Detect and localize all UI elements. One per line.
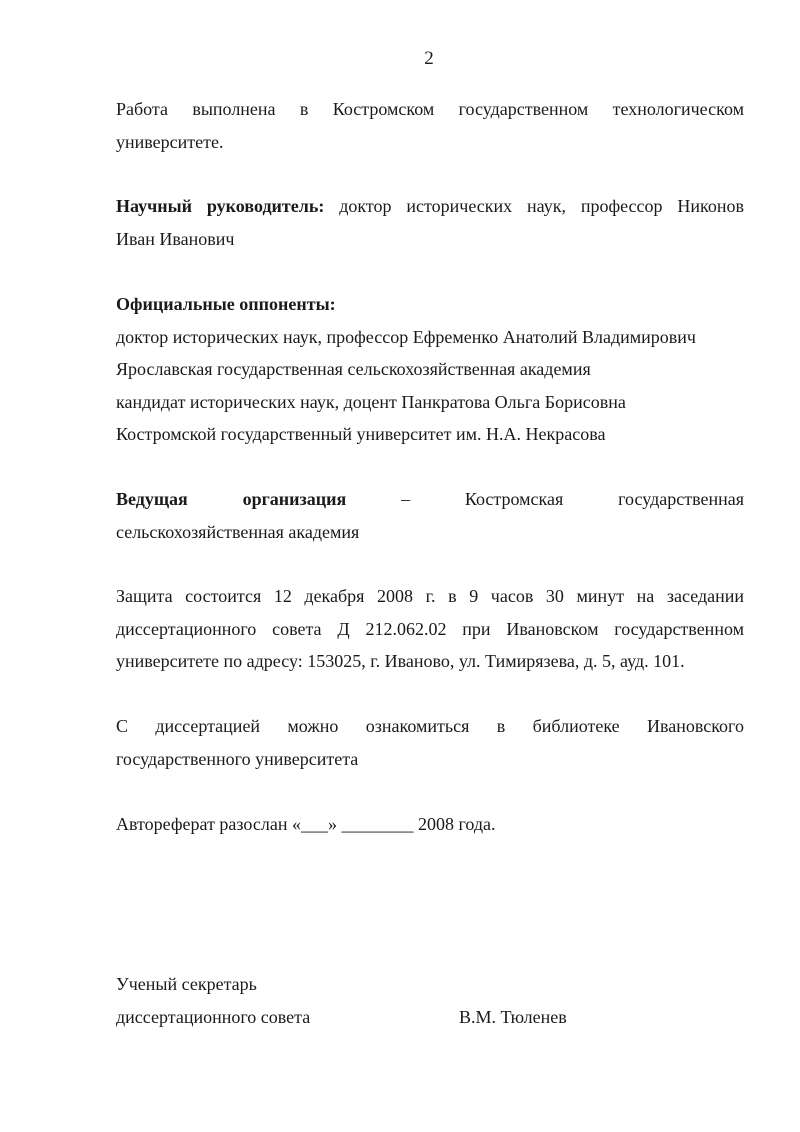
secretary-signature-block xyxy=(116,968,744,1033)
defense-line-3: университете по адресу: 153025, г. Иваново, ул. Тимирязева, д. 5, ауд. 101. xyxy=(116,651,685,671)
secretary-name: В.М. Тюленев xyxy=(459,1006,567,1027)
leading-org-line-2: сельскохозяйственная академия xyxy=(116,521,360,542)
opponent-line: Костромской государственный университет им. Н.А. Некрасова xyxy=(116,424,606,444)
abstract-sent-paragraph xyxy=(116,808,744,841)
defense-line-2: диссертационного совета Д 212.062.02 при Ивановском государственном xyxy=(116,618,744,639)
supervisor-line-1 xyxy=(116,190,744,223)
leading-org-line-1 xyxy=(116,483,744,516)
opponents-label xyxy=(116,288,744,321)
work-done-line-1: Работа выполнена в Костромском государственном технологическом xyxy=(116,99,744,119)
opponent-line: кандидат исторических наук, доцент Панкратова Ольга Борисовна xyxy=(116,391,626,412)
leading-org-dash: – xyxy=(401,489,411,509)
supervisor-line-2: Иван Иванович xyxy=(116,228,235,249)
opponent-line: доктор исторических наук, профессор Ефременко Анатолий Владимирович xyxy=(116,326,696,347)
opponent-line: Ярославская государственная сельскохозяйственная академия xyxy=(116,359,591,379)
supervisor-paragraph xyxy=(116,190,744,255)
secretary-title-line-2 xyxy=(116,1001,744,1034)
supervisor-label: Научный руководитель: xyxy=(116,196,325,216)
opponents-section xyxy=(116,288,744,451)
defense-line-1: Защита состоится 12 декабря 2008 г. в 9 часов 30 минут на заседании xyxy=(116,586,744,606)
secretary-title-text: диссертационного совета xyxy=(116,1006,311,1027)
abstract-sent-line: Автореферат разослан «___» ________ 2008 года. xyxy=(116,814,496,834)
library-paragraph xyxy=(116,710,744,775)
supervisor-title: доктор исторических наук, профессор Никонов xyxy=(339,196,744,216)
leading-organization-paragraph xyxy=(116,483,744,548)
leading-org-name-start: Костромская государственная xyxy=(464,489,745,509)
work-done-line-2: университете. xyxy=(116,131,224,152)
page-number: 2 xyxy=(424,48,434,69)
defense-paragraph xyxy=(116,580,744,678)
work-done-paragraph xyxy=(116,93,744,158)
library-line-2: государственного университета xyxy=(116,748,359,769)
opponents-label-text: Официальные оппоненты: xyxy=(116,294,336,314)
library-line-1: С диссертацией можно ознакомиться в библиотеке Ивановского xyxy=(116,716,744,736)
leading-org-label: Ведущая организация xyxy=(116,489,347,509)
secretary-title-line-1: Ученый секретарь xyxy=(116,974,257,994)
